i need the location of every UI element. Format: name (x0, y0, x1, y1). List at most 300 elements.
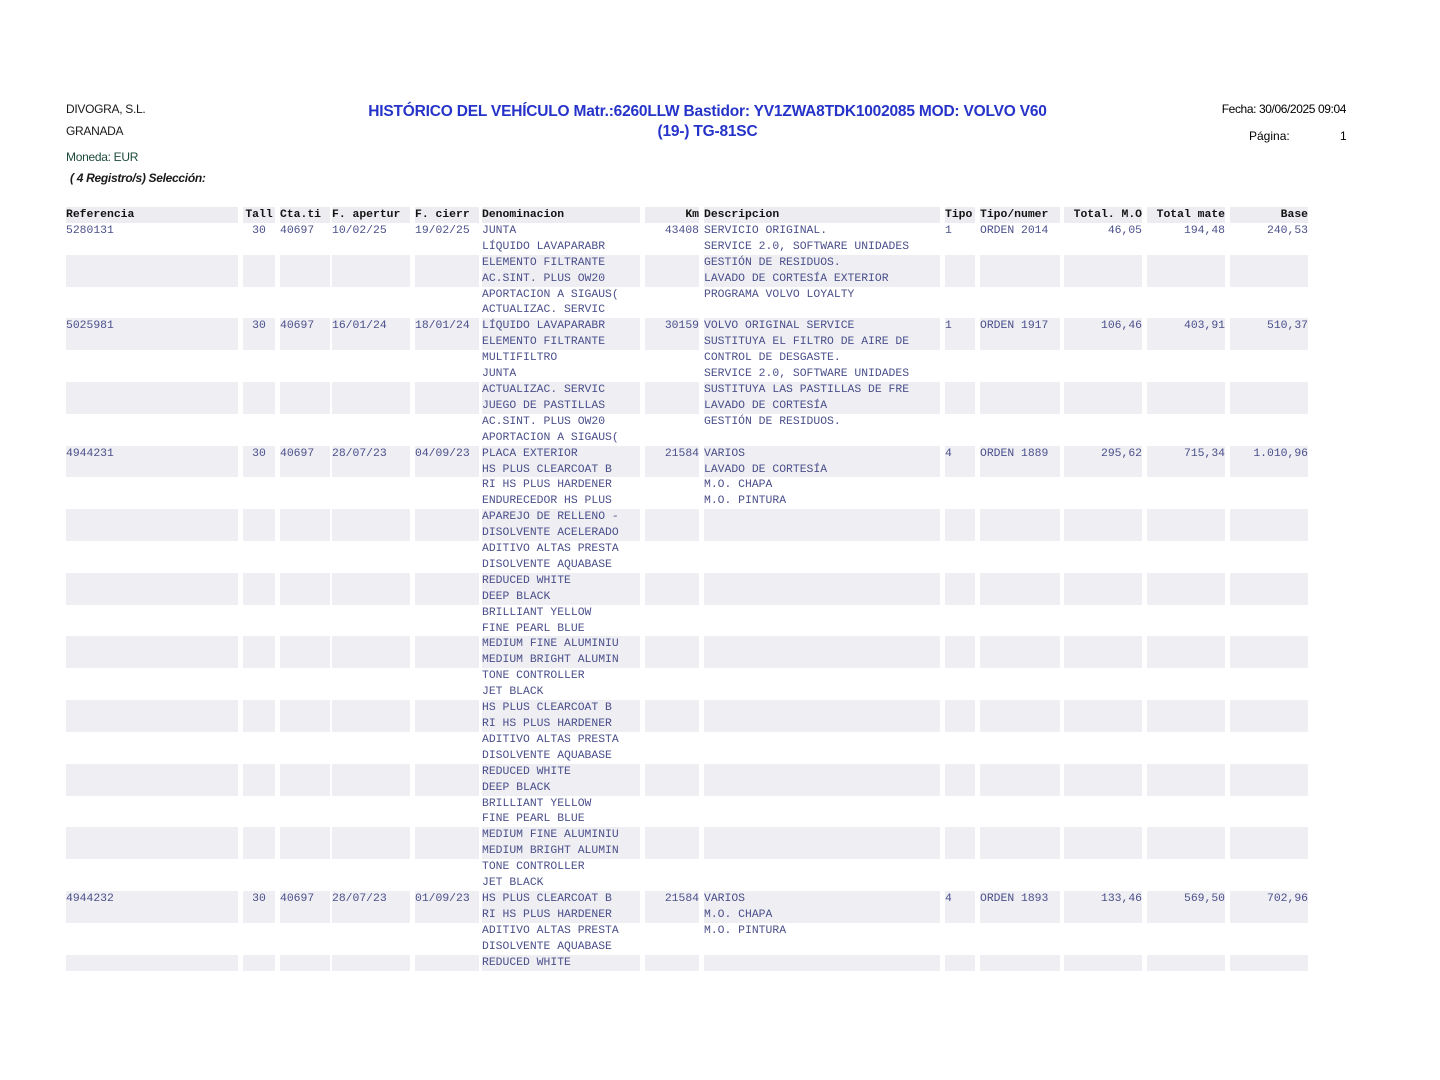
cell-workshop (243, 589, 275, 605)
cell-total-labour (1064, 827, 1142, 843)
cell-account (280, 350, 330, 366)
cell-closing-date (415, 652, 479, 668)
cell-workshop: 30 (243, 891, 275, 907)
cell-reference: 4944231 (66, 446, 238, 462)
cell-account (280, 477, 330, 493)
cell-description: LAVADO DE CORTESÍA (704, 462, 940, 478)
cell-base (1230, 796, 1308, 812)
cell-type-number (980, 573, 1060, 589)
cell-km (645, 366, 699, 382)
cell-total-labour: Total. M.O (1064, 207, 1142, 223)
cell-type-number (980, 302, 1060, 318)
cell-total-material (1147, 589, 1225, 605)
cell-base (1230, 287, 1308, 303)
cell-workshop (243, 939, 275, 955)
table-row (66, 843, 1338, 859)
cell-total-labour (1064, 430, 1142, 446)
cell-type (945, 652, 975, 668)
cell-total-material (1147, 366, 1225, 382)
cell-opening-date (332, 636, 410, 652)
cell-opening-date (332, 780, 410, 796)
cell-base: 1.010,96 (1230, 446, 1308, 462)
cell-opening-date (332, 923, 410, 939)
table-row (66, 764, 1338, 780)
cell-reference (66, 652, 238, 668)
cell-reference (66, 843, 238, 859)
cell-workshop (243, 907, 275, 923)
cell-account (280, 621, 330, 637)
cell-total-material (1147, 255, 1225, 271)
cell-denomination: ADITIVO ALTAS PRESTA (482, 543, 619, 556)
cell-workshop (243, 573, 275, 589)
cell-workshop (243, 796, 275, 812)
cell-type (945, 557, 975, 573)
cell-opening-date (332, 557, 410, 573)
cell-description: GESTIÓN DE RESIDUOS. (704, 255, 940, 271)
cell-type-number (980, 462, 1060, 478)
cell-closing-date (415, 939, 479, 955)
cell-description (704, 875, 940, 891)
report-title: HISTÓRICO DEL VEHÍCULO Matr.:6260LLW Bastidor: YV1ZWA8TDK1002085 MOD: VOLVO V60 (19-) TG-81SC (368, 103, 1047, 140)
cell-type (945, 366, 975, 382)
cell-account (280, 334, 330, 350)
cell-account (280, 541, 330, 557)
table-row (66, 446, 1338, 462)
cell-base (1230, 334, 1308, 350)
cell-type-number (980, 271, 1060, 287)
cell-workshop: 30 (252, 224, 266, 237)
cell-km: 30159 (645, 318, 699, 334)
cell-reference (66, 398, 238, 414)
cell-total-labour (1064, 716, 1142, 732)
cell-type-number (980, 239, 1060, 255)
cell-type-number (980, 621, 1060, 637)
cell-type-number: ORDEN 1917 (980, 318, 1060, 334)
cell-base (1230, 541, 1308, 557)
table-header (66, 207, 1338, 223)
cell-total-labour (1064, 748, 1142, 764)
cell-km: 43408 (664, 224, 699, 237)
cell-account (280, 239, 330, 255)
table-row (66, 955, 1338, 971)
cell-description (704, 684, 940, 700)
cell-base (1230, 859, 1308, 875)
cell-reference (66, 302, 238, 318)
cell-description: LAVADO DE CORTESÍA (704, 398, 940, 414)
cell-denomination: MEDIUM BRIGHT ALUMIN (482, 652, 640, 668)
cell-base (1230, 668, 1308, 684)
cell-workshop (243, 430, 275, 446)
cell-opening-date (332, 239, 410, 255)
cell-workshop (243, 955, 275, 971)
cell-total-material (1147, 764, 1225, 780)
cell-base (1230, 843, 1308, 859)
cell-total-material (1147, 668, 1225, 684)
cell-closing-date: F. cierr (415, 207, 479, 223)
cell-workshop: Tall (243, 207, 275, 223)
cell-type (945, 573, 975, 589)
cell-type-number (980, 525, 1060, 541)
cell-opening-date (332, 477, 410, 493)
cell-base (1230, 827, 1308, 843)
cell-denomination: BRILLIANT YELLOW (482, 797, 592, 810)
cell-closing-date (415, 716, 479, 732)
cell-total-material (1147, 700, 1225, 716)
cell-reference (66, 955, 238, 971)
cell-closing-date (415, 875, 479, 891)
table-row (66, 382, 1338, 398)
cell-account (280, 859, 330, 875)
cell-km: 21584 (645, 891, 699, 907)
cell-closing-date (415, 334, 479, 350)
cell-reference (66, 716, 238, 732)
cell-description (704, 302, 940, 318)
cell-account (280, 780, 330, 796)
cell-description (704, 732, 940, 748)
cell-workshop (243, 414, 275, 430)
cell-account (280, 668, 330, 684)
cell-closing-date (415, 955, 479, 971)
cell-opening-date (332, 875, 410, 891)
cell-base (1230, 525, 1308, 541)
cell-account (280, 382, 330, 398)
cell-denomination: ENDURECEDOR HS PLUS (482, 495, 612, 508)
cell-km (645, 764, 699, 780)
cell-base (1230, 907, 1308, 923)
cell-type-number (980, 700, 1060, 716)
cell-description: SERVICE 2.0, SOFTWARE UNIDADES (704, 240, 910, 253)
cell-total-labour (1064, 875, 1142, 891)
cell-account: 40697 (280, 891, 330, 907)
cell-km (645, 955, 699, 971)
cell-base (1230, 462, 1308, 478)
cell-base (1230, 605, 1308, 621)
cell-opening-date (332, 541, 410, 557)
cell-type-number (980, 764, 1060, 780)
cell-description (704, 589, 940, 605)
cell-total-labour (1064, 605, 1142, 621)
cell-total-material (1147, 525, 1225, 541)
cell-km (645, 636, 699, 652)
cell-reference (66, 589, 238, 605)
cell-closing-date: 04/09/23 (415, 446, 479, 462)
cell-workshop (243, 636, 275, 652)
cell-description (704, 955, 940, 971)
cell-closing-date (415, 780, 479, 796)
cell-reference (66, 621, 238, 637)
cell-description (704, 700, 940, 716)
cell-total-labour (1064, 366, 1142, 382)
cell-type (945, 541, 975, 557)
cell-base (1230, 573, 1308, 589)
cell-total-labour (1064, 525, 1142, 541)
cell-account (280, 700, 330, 716)
cell-total-material (1147, 684, 1225, 700)
cell-reference (66, 668, 238, 684)
cell-total-labour (1064, 573, 1142, 589)
cell-denomination: DISOLVENTE AQUABASE (482, 749, 612, 762)
cell-km (645, 732, 699, 748)
cell-total-material (1147, 509, 1225, 525)
cell-type-number (980, 398, 1060, 414)
cell-reference (66, 525, 238, 541)
table-row (66, 732, 1338, 748)
cell-km (645, 462, 699, 478)
cell-base (1230, 621, 1308, 637)
cell-closing-date (415, 589, 479, 605)
cell-workshop (243, 366, 275, 382)
cell-opening-date (332, 811, 410, 827)
table-row (66, 589, 1338, 605)
cell-closing-date (415, 366, 479, 382)
cell-denomination: FINE PEARL BLUE (482, 622, 585, 635)
cell-total-material (1147, 477, 1225, 493)
cell-type (945, 843, 975, 859)
cell-type-number: ORDEN 1893 (980, 891, 1060, 907)
cell-closing-date (415, 430, 479, 446)
cell-total-material: Total mate (1147, 207, 1225, 223)
cell-account (280, 573, 330, 589)
cell-type-number (980, 780, 1060, 796)
cell-total-labour (1064, 302, 1142, 318)
cell-type (945, 430, 975, 446)
cell-total-labour (1064, 350, 1142, 366)
table-row (66, 287, 1338, 303)
cell-total-material (1147, 557, 1225, 573)
cell-km (645, 796, 699, 812)
cell-reference (66, 875, 238, 891)
cell-account (280, 636, 330, 652)
cell-account (280, 255, 330, 271)
cell-workshop (243, 668, 275, 684)
cell-closing-date (415, 700, 479, 716)
cell-type (945, 462, 975, 478)
cell-base (1230, 430, 1308, 446)
cell-denomination: PLACA EXTERIOR (482, 446, 640, 462)
cell-workshop (243, 239, 275, 255)
cell-account: Cta.ti (280, 207, 330, 223)
cell-total-material (1147, 334, 1225, 350)
cell-total-labour (1064, 859, 1142, 875)
cell-opening-date (332, 716, 410, 732)
cell-opening-date (332, 382, 410, 398)
cell-description (704, 652, 940, 668)
cell-denomination: Denominacion (482, 207, 640, 223)
cell-type (945, 668, 975, 684)
currency-label: Moneda: EUR (66, 150, 139, 164)
cell-denomination: FINE PEARL BLUE (482, 813, 585, 826)
cell-opening-date (332, 907, 410, 923)
cell-total-material (1147, 811, 1225, 827)
cell-workshop (243, 509, 275, 525)
cell-type: Tipo (945, 207, 975, 223)
cell-total-labour (1064, 239, 1142, 255)
cell-base: 240,53 (1266, 224, 1308, 237)
cell-reference (66, 541, 238, 557)
cell-denomination: APORTACION A SIGAUS( (482, 288, 619, 301)
cell-denomination: DEEP BLACK (482, 589, 640, 605)
cell-km (645, 382, 699, 398)
cell-type-number (980, 589, 1060, 605)
cell-type: 1 (945, 318, 975, 334)
cell-workshop (243, 716, 275, 732)
cell-description: SUSTITUYA EL FILTRO DE AIRE DE (704, 334, 940, 350)
cell-type (945, 700, 975, 716)
cell-description (704, 573, 940, 589)
cell-account (280, 462, 330, 478)
cell-closing-date (415, 923, 479, 939)
cell-closing-date (415, 350, 479, 366)
cell-total-material (1147, 430, 1225, 446)
cell-denomination: ACTUALIZAC. SERVIC (482, 304, 606, 317)
cell-opening-date (332, 414, 410, 430)
cell-total-labour (1064, 557, 1142, 573)
cell-total-material: 569,50 (1147, 891, 1225, 907)
cell-km (645, 827, 699, 843)
cell-type: 4 (945, 446, 975, 462)
cell-type (945, 907, 975, 923)
cell-workshop: 30 (243, 446, 275, 462)
cell-type-number (980, 843, 1060, 859)
cell-opening-date (332, 684, 410, 700)
cell-total-labour (1064, 255, 1142, 271)
cell-type (945, 350, 975, 366)
cell-opening-date (332, 843, 410, 859)
cell-workshop (243, 525, 275, 541)
cell-opening-date (332, 668, 410, 684)
cell-total-material: 403,91 (1147, 318, 1225, 334)
cell-description (704, 764, 940, 780)
cell-total-labour (1064, 541, 1142, 557)
cell-km (645, 239, 699, 255)
table-row (66, 366, 1338, 382)
cell-total-labour (1064, 780, 1142, 796)
cell-reference: 5280131 (66, 224, 114, 237)
table-row (66, 223, 1338, 239)
table-row (66, 414, 1338, 430)
cell-account (280, 414, 330, 430)
cell-workshop (243, 652, 275, 668)
cell-account (280, 811, 330, 827)
cell-type (945, 382, 975, 398)
cell-base (1230, 493, 1308, 509)
cell-denomination: RI HS PLUS HARDENER (482, 716, 640, 732)
cell-total-material (1147, 541, 1225, 557)
cell-denomination: RI HS PLUS HARDENER (482, 907, 640, 923)
cell-total-material (1147, 827, 1225, 843)
cell-closing-date (415, 462, 479, 478)
table-row (66, 923, 1338, 939)
cell-reference (66, 493, 238, 509)
cell-total-labour (1064, 796, 1142, 812)
cell-reference (66, 287, 238, 303)
cell-reference (66, 350, 238, 366)
cell-km: 21584 (645, 446, 699, 462)
cell-total-material (1147, 748, 1225, 764)
cell-km (645, 700, 699, 716)
cell-total-labour (1064, 684, 1142, 700)
cell-total-labour (1064, 477, 1142, 493)
table-row (66, 796, 1338, 812)
table-row (66, 605, 1338, 621)
cell-account (280, 430, 330, 446)
cell-total-material (1147, 414, 1225, 430)
cell-closing-date (415, 811, 479, 827)
cell-account: 40697 (280, 318, 330, 334)
cell-type (945, 621, 975, 637)
cell-denomination: BRILLIANT YELLOW (482, 606, 592, 619)
cell-reference: 5025981 (66, 318, 238, 334)
cell-description: SUSTITUYA LAS PASTILLAS DE FRE (704, 382, 940, 398)
cell-km (645, 589, 699, 605)
cell-total-material (1147, 859, 1225, 875)
cell-closing-date (415, 414, 479, 430)
cell-account (280, 955, 330, 971)
selection-count: ( 4 Registro/s) Selección: (70, 171, 206, 185)
cell-total-material (1147, 796, 1225, 812)
cell-type (945, 525, 975, 541)
cell-type (945, 287, 975, 303)
cell-denomination: AC.SINT. PLUS OW20 (482, 415, 606, 428)
cell-total-labour (1064, 398, 1142, 414)
cell-description (704, 525, 940, 541)
cell-type (945, 605, 975, 621)
cell-base (1230, 557, 1308, 573)
cell-workshop (243, 748, 275, 764)
cell-type-number: ORDEN 2014 (980, 224, 1049, 237)
cell-type-number: ORDEN 1889 (980, 446, 1060, 462)
cell-km (645, 748, 699, 764)
cell-km (645, 334, 699, 350)
cell-total-material (1147, 875, 1225, 891)
cell-account (280, 509, 330, 525)
cell-workshop (243, 605, 275, 621)
cell-type (945, 764, 975, 780)
cell-denomination: ELEMENTO FILTRANTE (482, 255, 640, 271)
table-row (66, 636, 1338, 652)
cell-denomination: ADITIVO ALTAS PRESTA (482, 924, 619, 937)
cell-type-number (980, 557, 1060, 573)
cell-km (645, 287, 699, 303)
cell-base (1230, 414, 1308, 430)
cell-opening-date (332, 621, 410, 637)
cell-denomination: DISOLVENTE AQUABASE (482, 558, 612, 571)
cell-opening-date (332, 398, 410, 414)
cell-km (645, 923, 699, 939)
cell-type-number (980, 811, 1060, 827)
cell-reference (66, 509, 238, 525)
table-row (66, 350, 1338, 366)
cell-account (280, 684, 330, 700)
cell-total-material (1147, 302, 1225, 318)
cell-km (645, 668, 699, 684)
cell-denomination: TONE CONTROLLER (482, 670, 585, 683)
cell-type (945, 302, 975, 318)
cell-reference (66, 366, 238, 382)
cell-total-labour: 295,62 (1064, 446, 1142, 462)
cell-total-material (1147, 239, 1225, 255)
cell-total-labour (1064, 271, 1142, 287)
cell-type-number (980, 541, 1060, 557)
cell-base (1230, 955, 1308, 971)
cell-total-material (1147, 605, 1225, 621)
cell-total-labour (1064, 382, 1142, 398)
cell-base (1230, 780, 1308, 796)
table-row (66, 700, 1338, 716)
table-row (66, 525, 1338, 541)
cell-denomination: HS PLUS CLEARCOAT B (482, 891, 640, 907)
cell-denomination: LÍQUIDO LAVAPARABR (482, 240, 606, 253)
